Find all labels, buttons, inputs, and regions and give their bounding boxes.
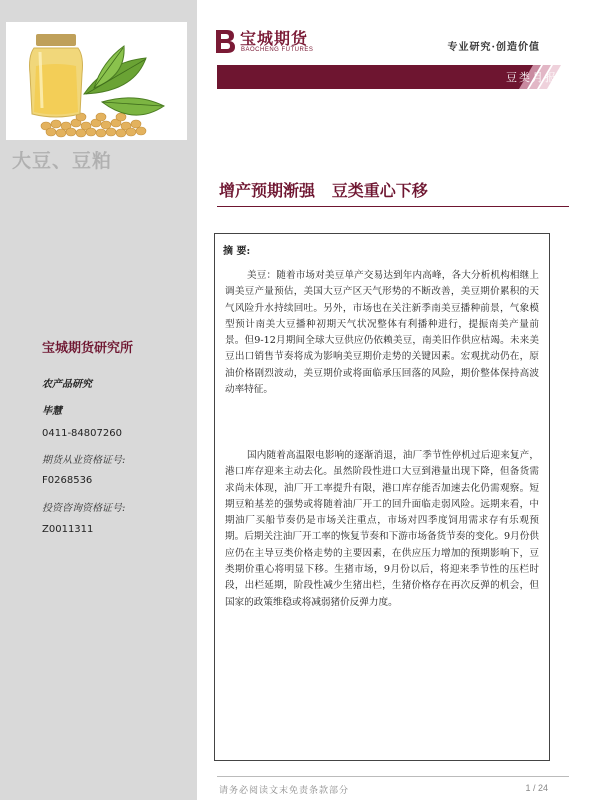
advisor-license-number: Z0011311 <box>42 524 94 535</box>
logo-english-name: BAOCHENG FUTURES <box>241 47 314 53</box>
summary-heading: 摘 要: <box>223 246 251 257</box>
company-logo <box>213 26 333 58</box>
sidebar <box>0 0 197 800</box>
footer-divider <box>217 776 569 777</box>
disclaimer-note: 请务必阅读文末免责条款部分 <box>219 786 350 796</box>
license-label: 期货从业资格证号: <box>42 455 126 466</box>
analyst-name: 毕慧 <box>42 406 62 417</box>
logo-chinese-name: 宝城期货 <box>240 29 309 48</box>
summary-paragraph-domestic: 国内随着高温限电影响的逐渐消退，油厂季节性停机过后迎来复产，港口库存迎来主动去化。虽然阶段性进口大豆到港量出现下降，但备货需求尚未体现，油厂开工率提升有限，港口库存能否加速去化仍需观察。短期豆粕基差的强势或将随着油厂开工的回升面临走弱风险。远期来看，中期油厂买船节奏仍是市场关注重点，市场对四季度饲用需求存有乐观预期。后期关注油厂开工率的恢复节奏和下游市场备货节奏的变化。9月份供应仍在主导豆类价格走势的主要因素，在供应压力增加的预期影响下，豆类期价重心将明显下移。生猪市场，9月份以后，将迎来季节性的压栏时段，出栏延期，阶段性减少生猪出栏，生猪价格存在再次反弹的机会，但国家的政策维稳或将减弱猪价反弹力度。 <box>225 450 539 608</box>
company-slogan: 专业研究·创造价值 <box>447 42 540 53</box>
department-label: 农产品研究 <box>42 379 92 390</box>
sidebar-product-title: 大豆、豆粕 <box>12 150 113 172</box>
soybean-oil-image <box>6 22 187 140</box>
research-institute-name: 宝城期货研究所 <box>42 341 134 356</box>
phone-number: 0411-84807260 <box>42 428 122 439</box>
summary-box <box>214 233 550 761</box>
headline-divider <box>217 206 569 207</box>
report-headline: 增产预期渐强 豆类重心下移 <box>219 181 428 200</box>
report-type-label: 豆类月报 <box>506 71 558 84</box>
license-number: F0268536 <box>42 475 93 486</box>
page-number: 1 / 24 <box>525 783 548 793</box>
advisor-license-label: 投资咨询资格证号: <box>42 503 126 514</box>
summary-paragraph-soybean-us: 美豆：随着市场对美豆单产交易达到年内高峰，各大分析机构相继上调美豆产量预估，美国大豆产区天气形势的不断改善，美豆期价累积的天气风险升水持续回吐。另外，市场也在关注新季南美豆播种前景，气象模型预计南美大豆播种初期天气状况整体有利播种进行，提振南美产量前景。但9-12月期间全球大豆供应仍依赖美豆，南美旧作供应枯竭。未来美豆出口销售节奏将成为影响美豆期价走势的关键因素。宏观扰动仍在，原油价格剧烈波动，美豆期价或将面临承压回落的风险，期价整体保持高波动率特征。 <box>225 270 539 396</box>
logo-mark-icon <box>213 28 237 54</box>
